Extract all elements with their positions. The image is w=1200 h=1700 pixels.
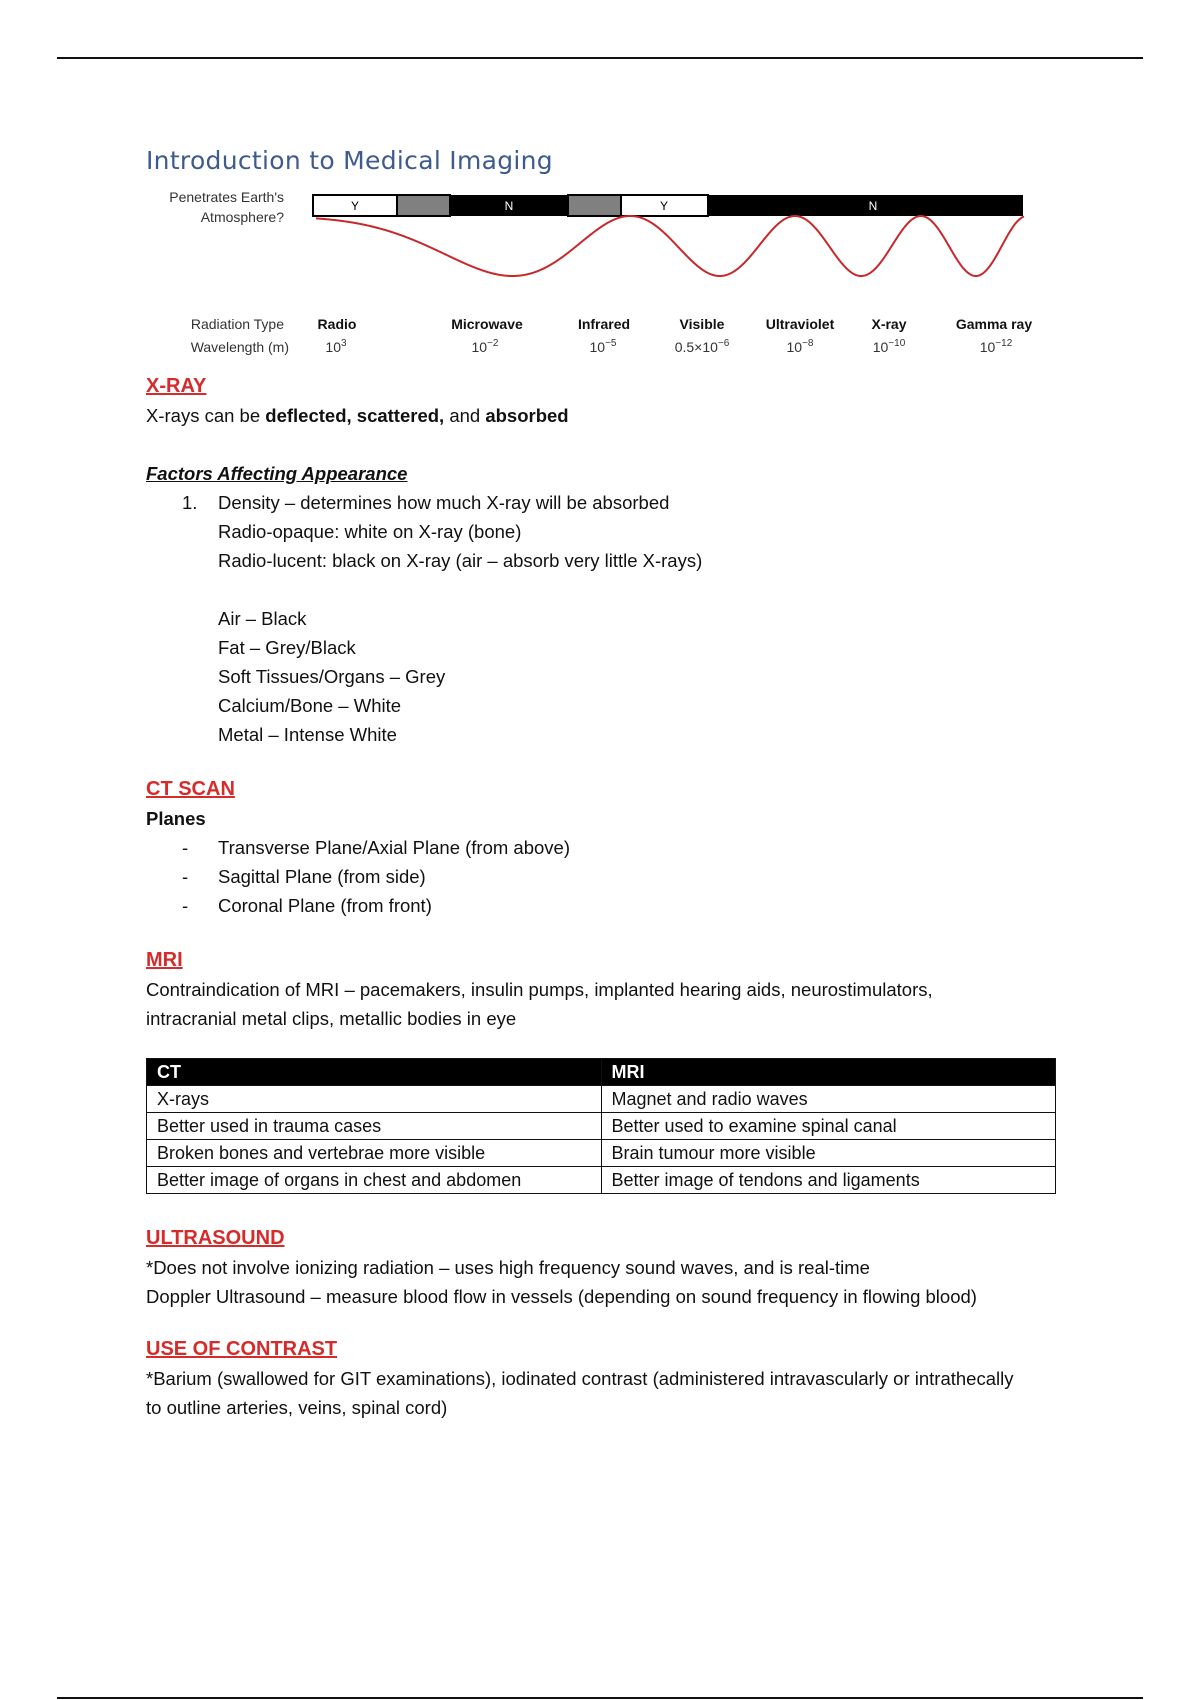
plane-bullet: - xyxy=(182,866,189,887)
table-cell-mri: Better image of tendons and ligaments xyxy=(601,1167,1056,1194)
type-gamma: Gamma ray xyxy=(955,316,1033,332)
wl-xray: $10^{-10}$ xyxy=(872,338,906,355)
table-cell-ct: X-rays xyxy=(147,1086,602,1113)
type-microwave: Microwave xyxy=(451,316,523,332)
table-header-row xyxy=(147,1059,1056,1086)
top-rule xyxy=(57,57,1143,59)
ultrasound-section xyxy=(146,1224,1066,1311)
contrast-heading: USE OF CONTRAST xyxy=(146,1338,338,1360)
table-header-ct: CT xyxy=(147,1059,602,1086)
table-row xyxy=(147,1086,1056,1113)
table-row xyxy=(147,1167,1056,1194)
plane-bullet: - xyxy=(182,895,189,916)
mri-heading: MRI xyxy=(146,949,183,971)
type-ultraviolet: Ultraviolet xyxy=(765,316,835,332)
band-n-1-label: N xyxy=(504,199,514,213)
type-xray: X-ray xyxy=(871,316,907,332)
table-header-mri: MRI xyxy=(601,1059,1056,1086)
radio-lucent-line: Radio-lucent: black on X-ray (air – absorb very little X-rays) xyxy=(218,550,703,571)
wl-radio: $10^3$ xyxy=(325,338,347,355)
xray-intro-mid: and xyxy=(444,405,486,426)
ultrasound-line-2: Doppler Ultrasound – measure blood flow in vessels (depending on sound frequency in flowing blood) xyxy=(146,1286,977,1307)
type-radio: Radio xyxy=(317,316,357,332)
plane-sagittal: Sagittal Plane (from side) xyxy=(218,866,426,887)
table-cell-ct: Better used in trauma cases xyxy=(147,1113,602,1140)
xray-intro-bold-1: deflected, scattered, xyxy=(265,405,445,426)
ultrasound-heading: ULTRASOUND xyxy=(146,1227,285,1249)
bottom-rule xyxy=(57,1697,1143,1699)
ultrasound-line-1: *Does not involve ionizing radiation – uses high frequency sound waves, and is real-time xyxy=(146,1257,870,1278)
plane-bullet: - xyxy=(182,837,189,858)
band-n-2-label: N xyxy=(868,199,878,213)
table-row xyxy=(147,1113,1056,1140)
radio-opaque-line: Radio-opaque: white on X-ray (bone) xyxy=(218,521,522,542)
band-y-2-label: Y xyxy=(659,199,669,213)
density-scale-metal: Metal – Intense White xyxy=(218,724,397,745)
table-cell-mri: Better used to examine spinal canal xyxy=(601,1113,1056,1140)
type-visible: Visible xyxy=(679,316,725,332)
wl-microwave: $10^{-2}$ xyxy=(471,338,499,355)
ct-section xyxy=(146,775,1066,920)
radiation-type-label: Radiation Type xyxy=(190,316,284,332)
density-scale-bone: Calcium/Bone – White xyxy=(218,695,402,716)
mri-section xyxy=(146,946,1066,1033)
atmosphere-label-line2: Atmosphere? xyxy=(200,209,284,225)
type-infrared: Infrared xyxy=(577,316,631,332)
em-spectrum-diagram xyxy=(146,186,1066,361)
contrast-text: *Barium (swallowed for GIT examinations), iodinated contrast (administered intravascularly or intrathecally to outline arteries, veins, spinal cord) xyxy=(146,1368,1014,1418)
xray-heading: X-RAY xyxy=(146,375,207,397)
band-n-2 xyxy=(708,195,1023,216)
ct-heading: CT SCAN xyxy=(146,778,235,800)
table-cell-mri: Magnet and radio waves xyxy=(601,1086,1056,1113)
density-scale-air: Air – Black xyxy=(218,608,307,629)
contrast-section xyxy=(146,1335,1066,1422)
table-cell-ct: Broken bones and vertebrae more visible xyxy=(147,1140,602,1167)
wl-infrared: $10^{-5}$ xyxy=(589,338,617,355)
wl-visible: $0.5\times 10^{-6}$ xyxy=(674,338,730,355)
plane-transverse: Transverse Plane/Axial Plane (from above) xyxy=(218,837,570,858)
xray-intro xyxy=(146,401,1066,430)
density-item xyxy=(146,488,1066,517)
page-title: Introduction to Medical Imaging xyxy=(146,146,553,175)
plane-coronal: Coronal Plane (from front) xyxy=(218,895,432,916)
table-cell-mri: Brain tumour more visible xyxy=(601,1140,1056,1167)
planes-heading: Planes xyxy=(146,808,206,829)
density-item-text: Density – determines how much X-ray will be absorbed xyxy=(218,492,670,513)
band-grey-1 xyxy=(397,195,450,216)
xray-intro-prefix: X-rays can be xyxy=(146,405,266,426)
table-cell-ct: Better image of organs in chest and abdomen xyxy=(147,1167,602,1194)
document-body xyxy=(146,372,1066,1422)
ct-mri-comparison-table xyxy=(146,1058,1056,1194)
table-row xyxy=(147,1140,1056,1167)
em-wave xyxy=(316,216,1024,276)
density-scale-fat: Fat – Grey/Black xyxy=(218,637,356,658)
density-item-number: 1. xyxy=(182,492,198,513)
factors-heading: Factors Affecting Appearance xyxy=(146,463,408,484)
plane-item xyxy=(146,891,1066,920)
wl-gamma: $10^{-12}$ xyxy=(979,338,1013,355)
mri-contraindication: Contraindication of MRI – pacemakers, insulin pumps, implanted hearing aids, neurostimulators, intracranial metal clips, metallic bodies in eye xyxy=(146,979,933,1029)
band-grey-2 xyxy=(568,195,621,216)
wavelength-label: Wavelength (m) xyxy=(190,339,289,355)
atmosphere-bar xyxy=(313,195,1023,216)
density-scale-soft-tissue: Soft Tissues/Organs – Grey xyxy=(218,666,446,687)
plane-item xyxy=(146,862,1066,891)
atmosphere-label-line1: Penetrates Earth's xyxy=(169,189,284,205)
xray-section xyxy=(146,372,1066,749)
xray-intro-bold-2: absorbed xyxy=(485,405,569,426)
wl-ultraviolet: $10^{-8}$ xyxy=(786,338,814,355)
plane-item xyxy=(146,833,1066,862)
band-y-1-label: Y xyxy=(350,199,360,213)
